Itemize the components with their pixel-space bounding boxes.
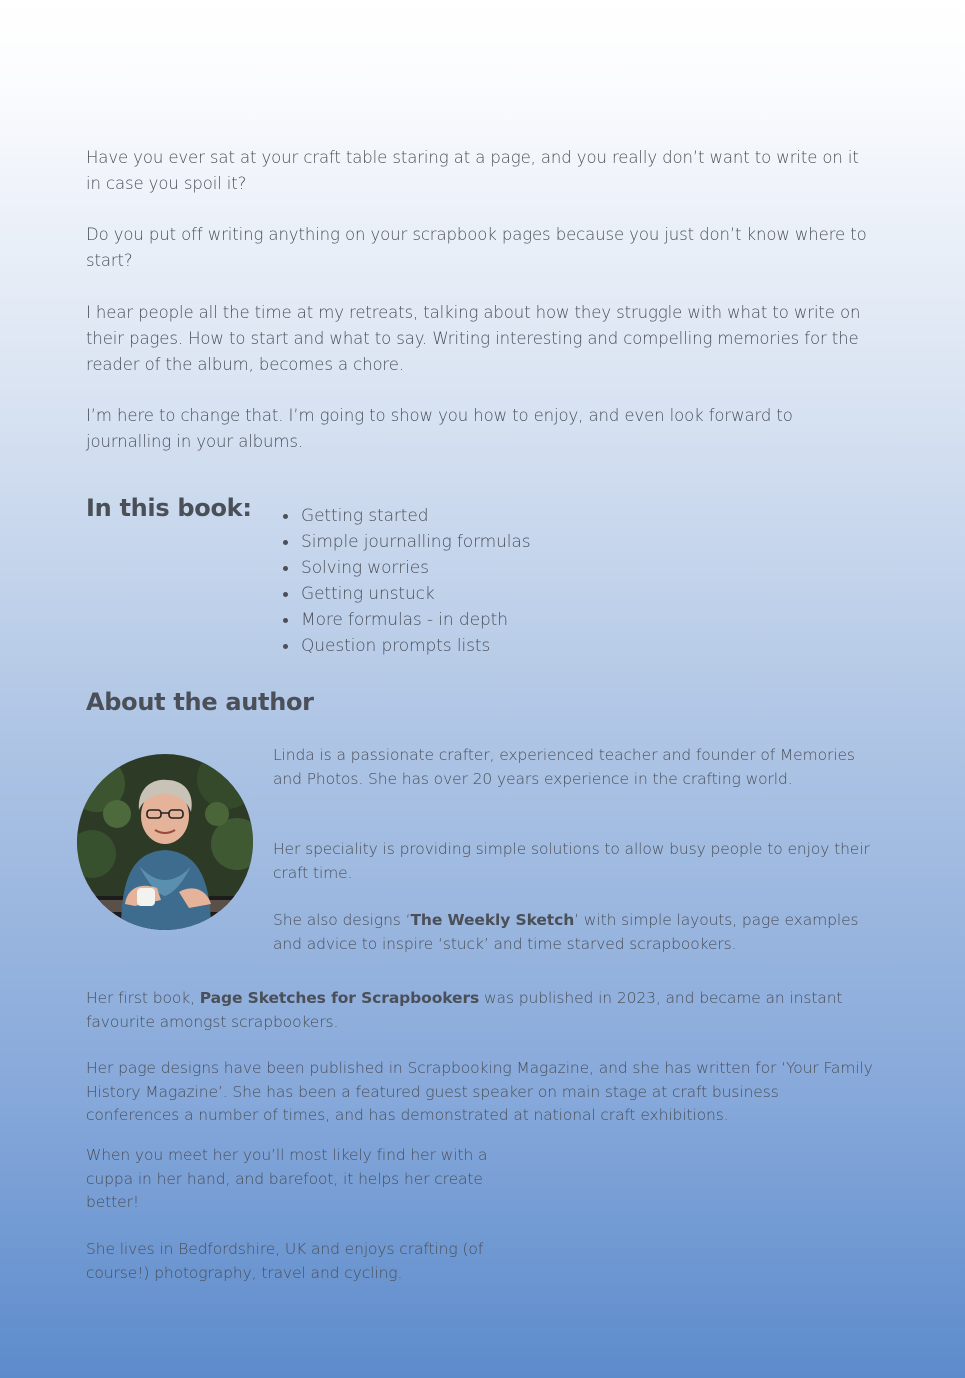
bullet-icon: [283, 592, 288, 597]
in-this-book-heading: In this book:: [86, 494, 252, 522]
intro-paragraph-4: I’m here to change that. I’m going to show you how to enjoy, and even look forward to journalling in your albums.: [86, 406, 793, 451]
about-the-author-heading: About the author: [86, 688, 314, 716]
first-book-paragraph: Her first book, Page Sketches for Scrapbookers was published in 2023, and became an instant favourite amongst scrapbookers.: [86, 989, 843, 1031]
list-item: Getting started: [283, 503, 531, 529]
bullet-icon: [283, 644, 288, 649]
author-bio-paragraph-3: She also designs ‘The Weekly Sketch’ with simple layouts, page examples and advice to inspire ‘stuck’ and time starved scrapbookers.: [273, 911, 859, 953]
cuppa-paragraph: When you meet her you’ll most likely find her with a cuppa in her hand, and barefoot, it helps her create better!: [86, 1146, 488, 1211]
intro-paragraph-1: Have you ever sat at your craft table staring at a page, and you really don’t want to write on it in case you spoil it?: [86, 148, 859, 193]
published-paragraph: Her page designs have been published in Scrapbooking Magazine, and she has written for ‘Your Family History Magazine’. She has been a featured guest speaker on main stage at craft business conferences a number of times, and has demonstrated at national craft exhibitions.: [86, 1059, 873, 1124]
list-item: More formulas - in depth: [283, 607, 531, 633]
intro-paragraph-3: I hear people all the time at my retreats, talking about how they struggle with what to write on their pages. How to start and what to say. Writing interesting and compelling memories for the reader of the album, becomes a chore.: [86, 303, 861, 374]
weekly-sketch-title: The Weekly Sketch: [410, 911, 575, 929]
intro-paragraph-2: Do you put off writing anything on your scrapbook pages because you just don’t know where to start?: [86, 225, 867, 270]
bullet-icon: [283, 566, 288, 571]
list-item: Solving worries: [283, 555, 531, 581]
author-bio-paragraph-1: Linda is a passionate crafter, experienced teacher and founder of Memories and Photos. She has over 20 years experience in the crafting world.: [273, 746, 855, 788]
first-book-title: Page Sketches for Scrapbookers: [199, 989, 480, 1007]
bullet-icon: [283, 514, 288, 519]
book-contents-list: [283, 503, 531, 659]
list-item: Simple journalling formulas: [283, 529, 531, 555]
author-bio-paragraph-2: Her speciality is providing simple solutions to allow busy people to enjoy their craft time.: [273, 840, 870, 882]
author-photo: [77, 754, 253, 930]
bullet-icon: [283, 618, 288, 623]
bullet-icon: [283, 540, 288, 545]
list-item: Getting unstuck: [283, 581, 531, 607]
lives-paragraph: She lives in Bedfordshire, UK and enjoys crafting (of course!) photography, travel and cycling.: [86, 1240, 484, 1282]
author-portrait-image: [77, 754, 253, 930]
list-item: Question prompts lists: [283, 633, 531, 659]
